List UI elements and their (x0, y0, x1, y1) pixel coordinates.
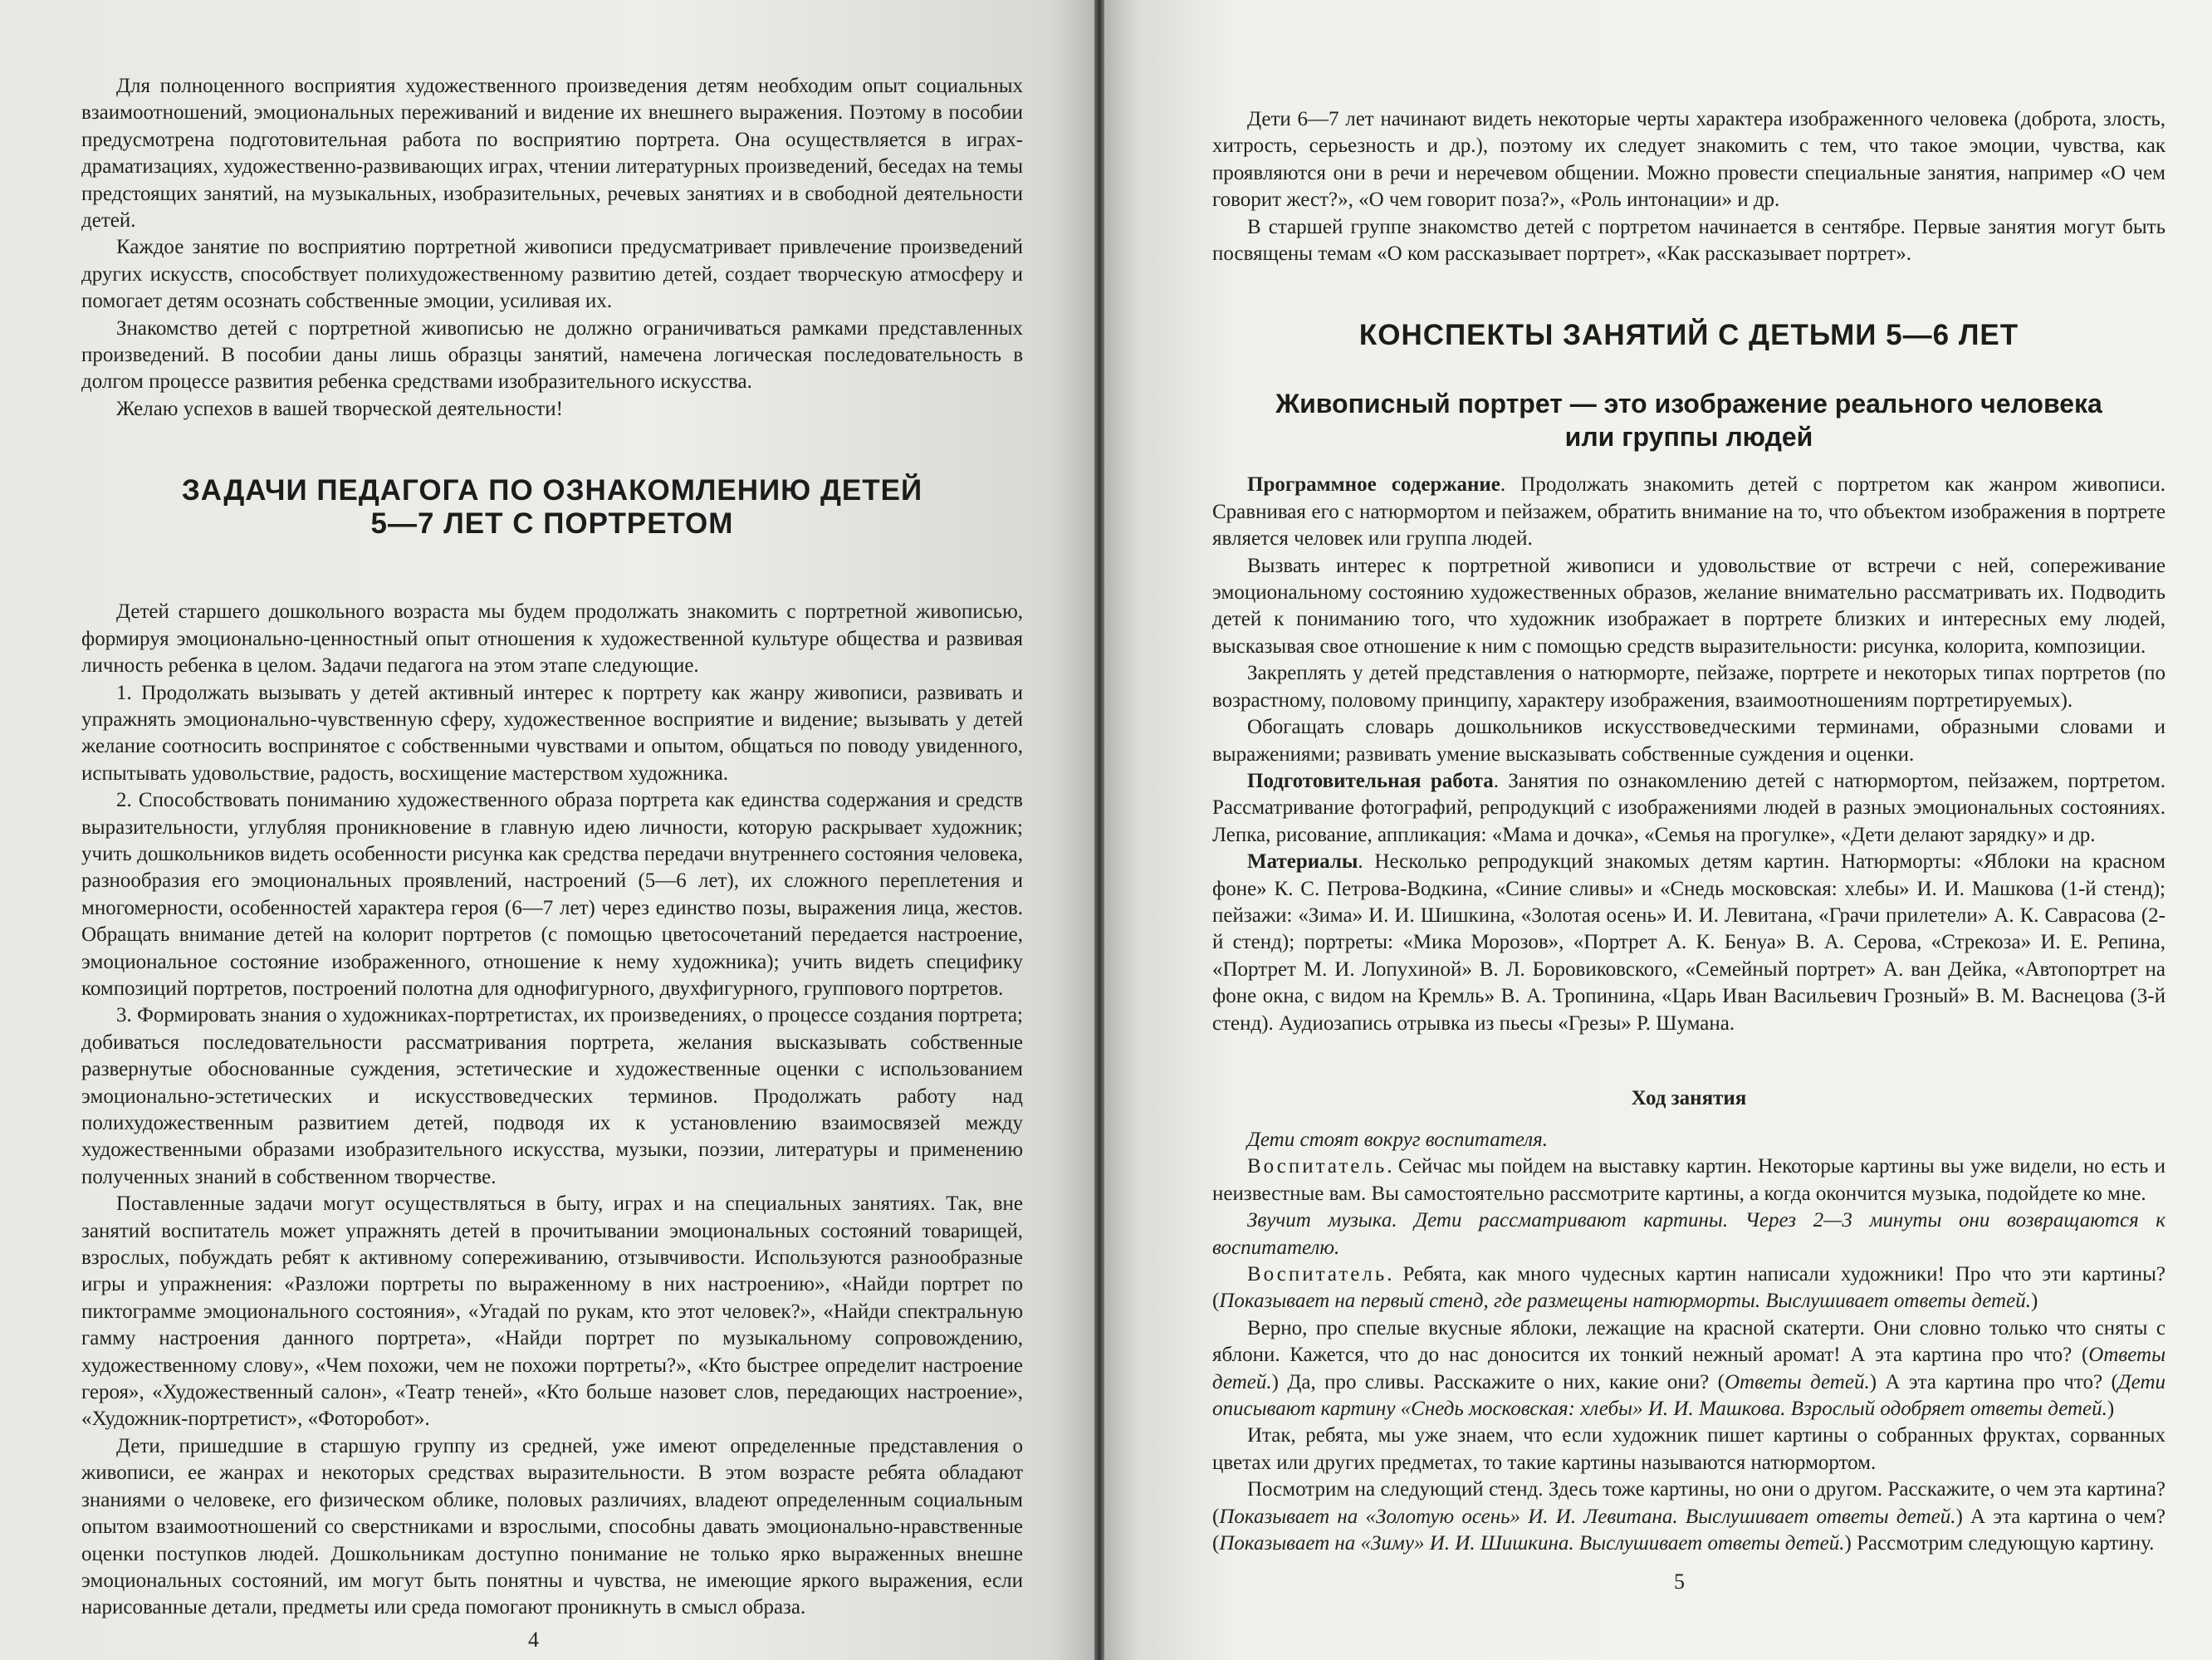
paragraph: Детей старшего дошкольного возраста мы будем продолжать знакомить с портретной живописью, формируя эмоционально-ценностный опыт отношения к художественной культуре общества и развивая личность ребенка в целом. Задачи педагога на этом этапе следующие. (81, 600, 1023, 678)
left-body (81, 599, 1023, 1621)
left-page (0, 0, 1094, 1660)
dialogue-paragraph: Воспитатель. Ребята, как много чудесных картин написали художники! Про что эти картины? (Показывает на первый стенд, где размещены натюрморты. Выслушивает ответы детей.) (1212, 1263, 2166, 1313)
paragraph: Дети, пришедшие в старшую группу из средней, уже имеют определенные представления о живописи, ее жанрах и некоторых средствах выразительности. В этом возрасте ребята обладают знаниями о человеке, его физическом облике, половых различиях, владеют определенным социальным опытом взаимоотношений со сверстниками и взрослыми, способны давать эмоционально-нравственные оценки поступков людей. Дошкольникам доступно понимание не только ярко выраженных внешне эмоциональных состояний, им могут быть понятны и чувства, не имеющие яркого выражения, если нарисованные детали, предметы или среда помогают проникнуть в смысл образа. (81, 1434, 1023, 1619)
paragraph: Желаю успехов в вашей творческой деятельности! (116, 397, 563, 420)
lesson-section-heading: КОНСПЕКТЫ ЗАНЯТИЙ С ДЕТЬМИ 5—6 ЛЕТ (1358, 319, 2019, 352)
dialogue-paragraph: Посмотрим на следующий стенд. Здесь тоже картины, но они о другом. Расскажите, о чем эта картина? (Показывает на «Золотую осень» И. И. Левитана. Выслушивает ответы детей.) А эта картина о чем? (Показывает на «Зиму» И. И. Шишкина. Выслушивает ответы детей.) Рассмотрим следующую картину. (1212, 1478, 2166, 1555)
speaker-label: Воспитатель (1247, 1155, 1387, 1178)
paragraph: 3. Формировать знания о художниках-портретистах, их произведениях, о процессе создания портрета; добиваться последовательности рассматривания портрета, желания высказывать собственные развернутые обоснованные суждения, эстетические и художественные оценки с использованием эмоционально-эстетических и искусствоведческих терминов. Продолжать работу над полихудожественным развитием детей, подводя их к установлению взаимосвязей между художественными образами изобразительного искусства, музыки, поэзии, литературы и применению полученных знаний в собственном творчестве. (81, 1004, 1023, 1188)
page-number: 5 (1674, 1569, 1685, 1594)
section-heading (81, 474, 1023, 541)
materials-label: Материалы (1247, 850, 1358, 874)
stage-direction: Дети стоят вокруг воспитателя. (1247, 1128, 1548, 1151)
paragraph: 2. Способствовать пониманию художественного образа портрета как единства содержания и средств выразительности, углубляя проникновение в главную идею личности, которую раскрывает художник; учить дошкольников видеть особенности рисунка как средства передачи внутреннего состояния человека, разнообразия его эмоциональных проявлений, настроений (5—6 лет), их сложного переплетения и многомерности, особенностей характера героя (6—7 лет) через единство позы, выражения лица, жестов. Обращать внимание детей на колорит портретов (с помощью цветосочетаний передается настроение, эмоциональное состояние изображенного, отношение к нему художника); учить видеть специфику композиций портретов, построений полотна для однофигурного, двухфигурного, группового портретов. (81, 789, 1023, 1000)
paragraph: Дети 6—7 лет начинают видеть некоторые черты характера изображенного человека (доброта, злость, хитрость, серьезность и др.), поэтому их следует знакомить с тем, что такое эмоции, чувства, как проявляются они в речи и неречевом общении. Можно провести специальные занятия, например «О чем говорит жест?», «О чем говорит поза?», «Роль интонации» и др. (1212, 108, 2166, 212)
page-number: 4 (528, 1628, 539, 1652)
lesson-content (1212, 472, 2166, 1037)
paragraph: Знакомство детей с портретной живописью не должно ограничиваться рамками представленных произведений. В пособии даны лишь образцы занятий, намечена логическая последовательность в долгом процессе развития ребенка средствами изобразительного искусства. (81, 316, 1023, 394)
right-intro (1212, 106, 2166, 267)
dialogue-paragraph: Итак, ребята, мы уже знаем, что если художник пишет картины о собранных фруктах, сорванных цветах или других предметах, то такие картины называются натюрмортом. (1212, 1424, 2166, 1474)
stage-direction: Звучит музыка. Дети рассматривают картины. Через 2—3 минуты они возвращаются к воспитателю. (1212, 1209, 2166, 1259)
preparatory-work: Подготовительная работа. Занятия по ознакомлению детей с натюрмортом, пейзажем, портретом. Рассматривание фотографий, репродукций с изображениями людей в разных эмоциональных состояниях. Лепка, рисование, аппликация: «Мама и дочка», «Семья на прогулке», «Дети делают зарядку» и др. (1212, 769, 2166, 846)
lesson-title-line-2: или группы людей (1564, 422, 1813, 453)
left-intro (81, 73, 1023, 423)
course-content (1212, 1127, 2166, 1558)
program-label: Программное содержание (1247, 473, 1500, 497)
lesson-title-line-1: Живописный портрет — это изображение реального человека (1275, 389, 2102, 419)
dialogue-paragraph: Воспитатель. Сейчас мы пойдем на выставку картин. Некоторые картины вы уже видели, но есть и неизвестные вам. Вы самостоятельно рассмотрите картины, а когда окончится музыка, подойдете ко мне. (1212, 1155, 2166, 1205)
paragraph: Каждое занятие по восприятию портретной живописи предусматривает привлечение произведений других искусств, способствует полихудожественному развитию детей, создает творческую атмосферу и помогает детям осознать собственные эмоции, усиливая их. (81, 236, 1023, 313)
dialogue-paragraph: Верно, про спелые вкусные яблоки, лежащие на красной скатерти. Они словно только что сняты с яблони. Кажется, что до нас доносится их тонкий нежный аромат! А эта картина про что? (Ответы детей.) Да, про сливы. Расскажите о них, какие они? (Ответы детей.) А эта картина про что? (Дети описывают картину «Снедь московская: хлебы» И. И. Машкова. Взрослый одобряет ответы детей.) (1212, 1316, 2166, 1421)
paragraph: Поставленные задачи могут осуществляться в быту, играх и на специальных занятиях. Так, вне занятий воспитатель может упражнять детей в прочитывании эмоциональных состояний товарищей, взрослых, побуждать ребят к активному сопереживанию, отзывчивости. Используются разнообразные игры и упражнения: «Разложи портреты по выраженному в них настроению», «Найди портрет по пиктограмме эмоционального состояния», «Угадай по рукам, кто этот человек?», «Найди спектральную гамму настроения данного портрета», «Найди портрет по музыкальному сопровождению, художественному слову», «Чем похожи, чем не похожи портреты?», «Кто быстрее определит настроение героя», «Художественный салон», «Театр теней», «Кто больше назовет слов, передающих настроение», «Художник-портретист», «Фоторобот». (81, 1192, 1023, 1431)
paragraph: Закреплять у детей представления о натюрморте, пейзаже, портрете и некоторых типах портретов (по возрастному, половому принципу, характеру изображения, взаимоотношениям портретируемых). (1212, 662, 2166, 712)
paragraph: Обогащать словарь дошкольников искусствоведческими терминами, образными словами и выражениями; развивать умение высказывать собственные суждения и оценки. (1212, 716, 2166, 766)
right-page (1104, 0, 2212, 1660)
heading-line-2: 5—7 ЛЕТ С ПОРТРЕТОМ (370, 507, 734, 541)
paragraph: В старшей группе знакомство детей с портретом начинается в сентябре. Первые занятия могут быть посвящены темам «О ком рассказывает портрет», «Как рассказывает портрет». (1212, 215, 2166, 266)
materials: Материалы. Несколько репродукций знакомых детям картин. Натюрморты: «Яблоки на красном фоне» К. С. Петрова-Водкина, «Синие сливы» и «Снедь московская: хлебы» И. И. Машкова (1-й стенд); пейзажи: «Зима» И. И. Шишкина, «Золотая осень» И. И. Левитана, «Грачи прилетели» А. К. Саврасова (2-й стенд); портреты: «Мика Морозов», «Портрет А. К. Бенуа» В. А. Серова, «Стрекоза» И. Е. Репина, «Портрет М. И. Лопухиной» В. Л. Боровиковского, «Семейный портрет» А. ван Дейка, «Автопортрет на фоне окна, с видом на Кремль» В. А. Тропинина, «Царь Иван Васильевич Грозный» В. М. Васнецова (3-й стенд). Аудиозапись отрывка из пьесы «Грезы» Р. Шумана. (1212, 850, 2166, 1035)
paragraph: Для полноценного восприятия художественного произведения детям необходим опыт социальных взаимоотношений, эмоциональных переживаний и видение их внешнего выражения. Поэтому в пособии предусмотрена подготовительная работа по восприятию портрета. Она осуществляется в играх-драматизациях, художественно-развивающих играх, чтении литературных произведений, беседах на темы предстоящих занятий, на музыкальных, изобразительных, речевых занятиях и в свободной деятельности детей. (81, 75, 1023, 233)
book-gutter (1094, 0, 1104, 1660)
heading-line-1: ЗАДАЧИ ПЕДАГОГА ПО ОЗНАКОМЛЕНИЮ ДЕТЕЙ (181, 474, 923, 507)
course-heading: Ход занятия (1631, 1086, 1747, 1109)
paragraph: 1. Продолжать вызывать у детей активный интерес к портрету как жанру живописи, развивать и упражнять эмоционально-чувственную сферу, художественное восприятие и видение; вызывать у детей желание соотносить воспринятое с собственными чувствами и опытом, общаться по поводу увиденного, испытывать удовольствие, радость, восхищение мастерством художника. (81, 681, 1023, 785)
speaker-label: Воспитатель (1247, 1263, 1387, 1285)
paragraph: Вызвать интерес к портретной живописи и удовольствие от встречи с ней, сопереживание эмоциональному состоянию художественных образов, желание внимательно рассматривать их. Подводить детей к пониманию того, что художник изображает в портрете близких и интересных ему людей, высказывая свое отношение к ним с помощью средств выразительности: рисунка, колорита, композиции. (1212, 554, 2166, 658)
lesson-title (1212, 387, 2166, 453)
program-content: Программное содержание. Продолжать знакомить детей с портретом как жанром живописи. Сравнивая его с натюрмортом и пейзажем, обратить внимание на то, что объектом изображения в портрете является человек или группа людей. (1212, 473, 2166, 551)
prep-label: Подготовительная работа (1247, 769, 1494, 792)
